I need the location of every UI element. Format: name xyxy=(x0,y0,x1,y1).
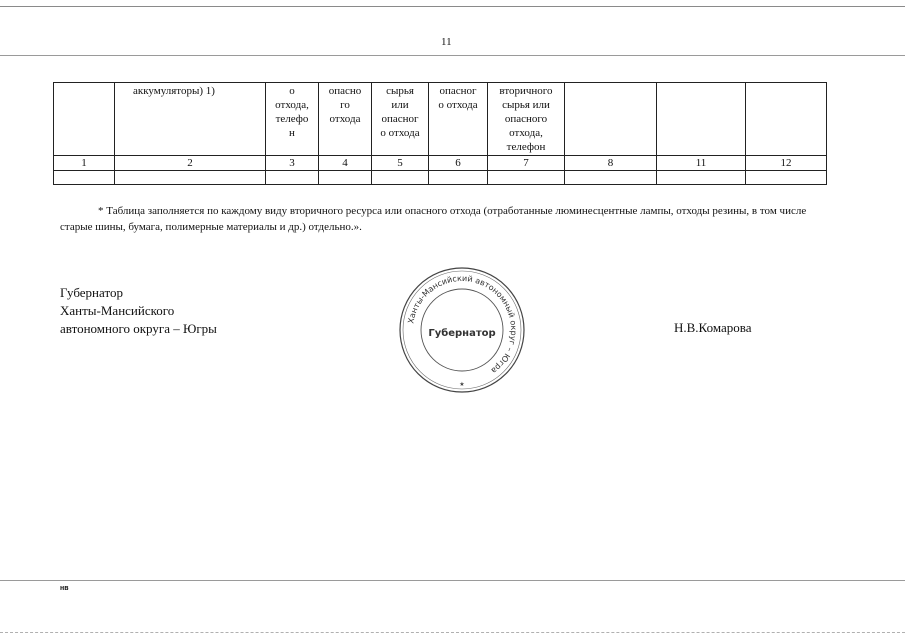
signature-title-line: Губернатор xyxy=(60,285,123,300)
footer-rule xyxy=(0,580,905,581)
table-empty-row xyxy=(54,171,827,185)
signature-title-line: автономного округа – Югры xyxy=(60,321,217,336)
table-cell xyxy=(746,83,827,156)
seal-star-icon: ★ xyxy=(459,381,465,388)
table-cell: 2 xyxy=(115,156,266,171)
table-cell: 4 xyxy=(319,156,372,171)
table-cell xyxy=(319,171,372,185)
table-cell: 11 xyxy=(657,156,746,171)
table-cell xyxy=(54,83,115,156)
table-cell xyxy=(429,171,488,185)
table-cell xyxy=(746,171,827,185)
official-seal xyxy=(398,266,526,394)
table-cell xyxy=(565,83,657,156)
seal-ring-text: Ханты-Мансийский автономный округ – Югра xyxy=(406,273,519,376)
data-table xyxy=(53,82,827,185)
page-number: 11 xyxy=(441,36,452,48)
header-rule xyxy=(0,55,905,56)
footnote: * Таблица заполняется по каждому виду вторичного ресурса или опасного отхода (отработанные люминесцентные лампы, отходы резины, в том числе старые шины, бумага, полимерные материалы и др.) отдельно.». xyxy=(60,205,807,233)
footer-mark: нв xyxy=(60,585,69,592)
table-cell: сырья или опасног о отхода xyxy=(372,83,429,156)
table-cell: 12 xyxy=(746,156,827,171)
table-cell xyxy=(372,171,429,185)
table-cell xyxy=(657,171,746,185)
table-cell xyxy=(266,171,319,185)
signatory-name: Н.В.Комарова xyxy=(674,320,752,335)
table-cell: 8 xyxy=(565,156,657,171)
seal-center-text: Губернатор xyxy=(428,328,496,339)
table-number-row xyxy=(54,156,827,171)
table-cell: 3 xyxy=(266,156,319,171)
table-cell xyxy=(115,171,266,185)
table-cell xyxy=(54,171,115,185)
table-cell xyxy=(657,83,746,156)
table-cell: о отхода, телефо н xyxy=(266,83,319,156)
table-cell: опасно го отхода xyxy=(319,83,372,156)
table-cell: 5 xyxy=(372,156,429,171)
table-cell: аккумуляторы) 1) xyxy=(115,83,266,156)
table-header-row xyxy=(54,83,827,156)
bottom-rule xyxy=(0,632,905,633)
signature-block xyxy=(60,284,217,338)
table-cell: 1 xyxy=(54,156,115,171)
top-rule xyxy=(0,6,905,7)
table-cell: вторичного сырья или опасного отхода, телефон xyxy=(488,83,565,156)
table-cell: 7 xyxy=(488,156,565,171)
signature-title-line: Ханты-Мансийского xyxy=(60,303,175,318)
table-cell xyxy=(488,171,565,185)
table-cell: опасног о отхода xyxy=(429,83,488,156)
table-cell xyxy=(565,171,657,185)
table-cell: 6 xyxy=(429,156,488,171)
